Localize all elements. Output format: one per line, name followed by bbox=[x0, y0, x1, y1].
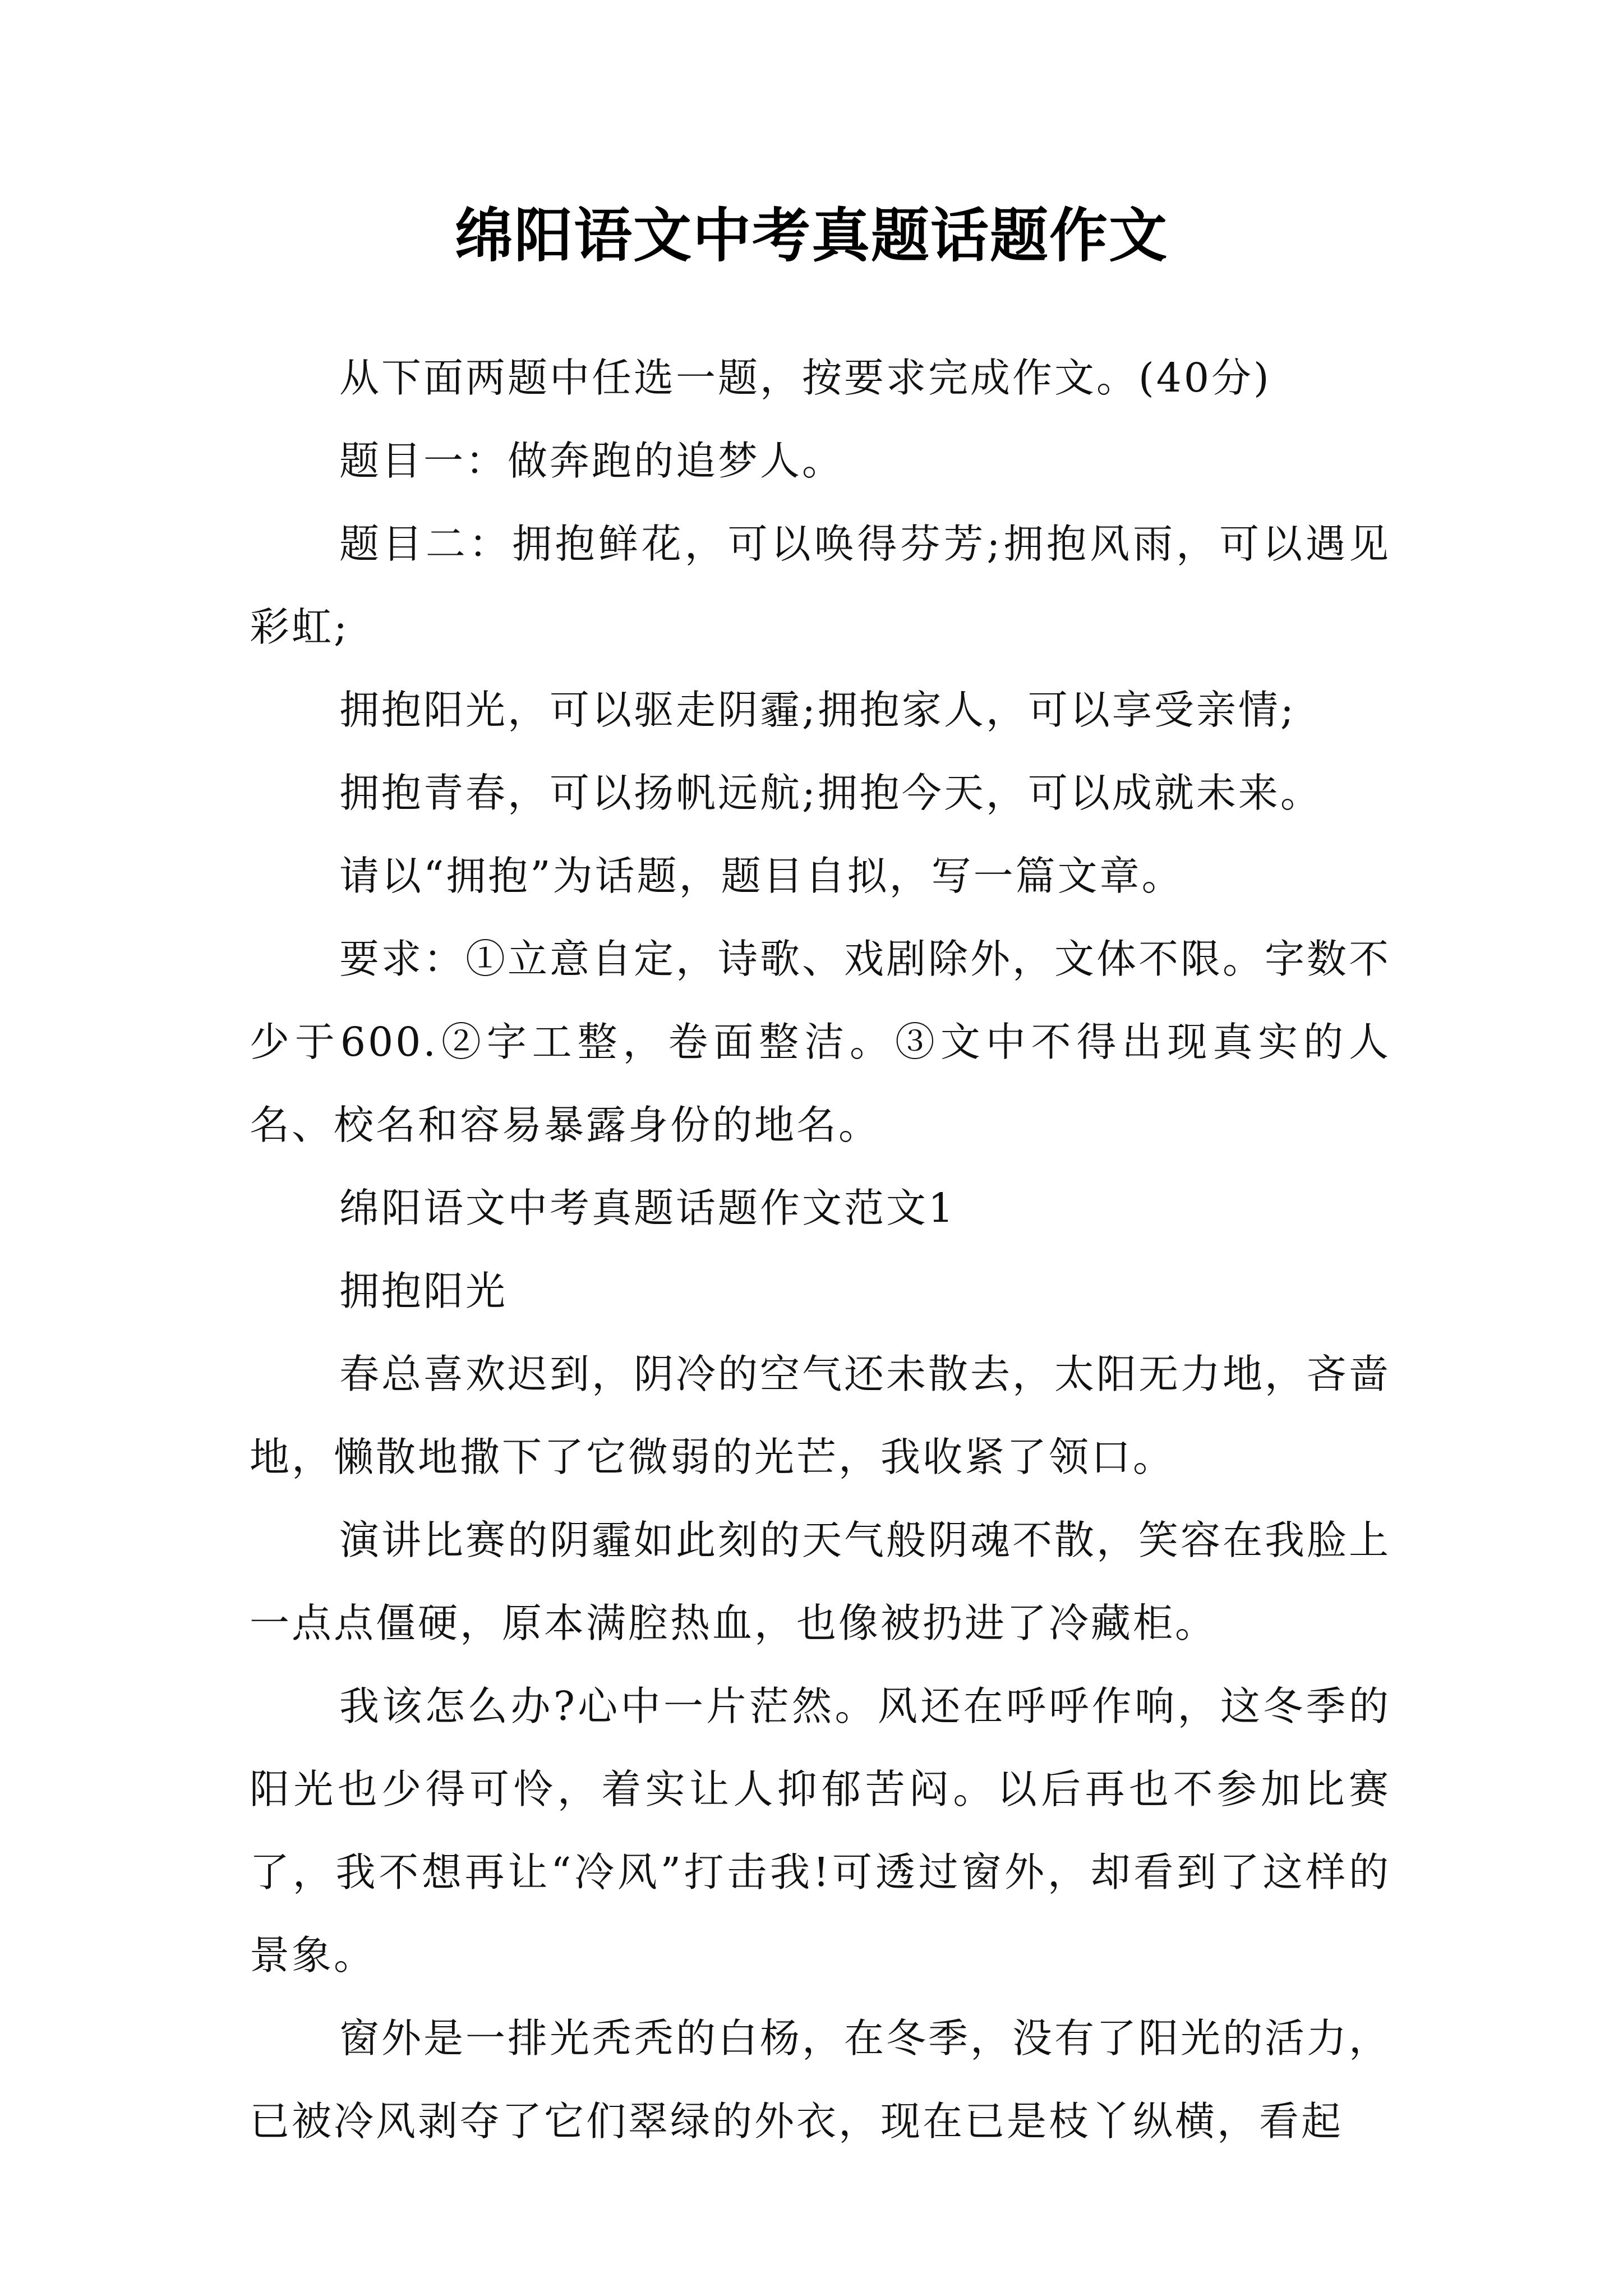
paragraph: 题目一：做奔跑的追梦人。 bbox=[339, 438, 845, 484]
paragraph: 拥抱青春，可以扬帆远航;拥抱今天，可以成就未来。 bbox=[339, 770, 1322, 816]
paragraph: 从下面两题中任选一题，按要求完成作文。(40分) bbox=[339, 355, 1271, 401]
paragraph: 演讲比赛的阴霾如此刻的天气般阴魂不散，笑容在我脸上一点点僵硬，原本满腔热血，也像被扔进了冷藏柜。 bbox=[250, 1517, 1391, 1646]
paragraph: 窗外是一排光秃秃的白杨，在冬季，没有了阳光的活力，已被冷风剥夺了它们翠绿的外衣，现在已是枝丫纵横，看起 bbox=[250, 2015, 1391, 2145]
document-body bbox=[250, 337, 1391, 2163]
paragraph: 春总喜欢迟到，阴冷的空气还未散去，太阳无力地，吝啬地，懒散地撒下了它微弱的光芒，我收紧了领口。 bbox=[250, 1351, 1391, 1480]
paragraph: 我该怎么办?心中一片茫然。风还在呼呼作响，这冬季的阳光也少得可怜，着实让人抑郁苦闷。以后再也不参加比赛了，我不想再让“冷风”打击我!可透过窗外，却看到了这样的景象。 bbox=[250, 1683, 1391, 1978]
paragraph: 请以“拥抱”为话题，题目自拟，写一篇文章。 bbox=[339, 853, 1184, 899]
document-title: 绵阳语文中考真题话题作文 bbox=[454, 201, 1168, 270]
essay-title: 拥抱阳光 bbox=[339, 1268, 508, 1314]
paragraph: 拥抱阳光，可以驱走阴霾;拥抱家人，可以享受亲情; bbox=[339, 687, 1296, 733]
essay-heading: 绵阳语文中考真题话题作文范文1 bbox=[339, 1185, 956, 1231]
paragraph: 要求：①立意自定，诗歌、戏剧除外，文体不限。字数不少于600.②字工整，卷面整洁。③文中不得出现真实的人名、校名和容易暴露身份的地名。 bbox=[250, 936, 1391, 1148]
paragraph: 题目二：拥抱鲜花，可以唤得芬芳;拥抱风雨，可以遇见彩虹; bbox=[250, 521, 1391, 650]
